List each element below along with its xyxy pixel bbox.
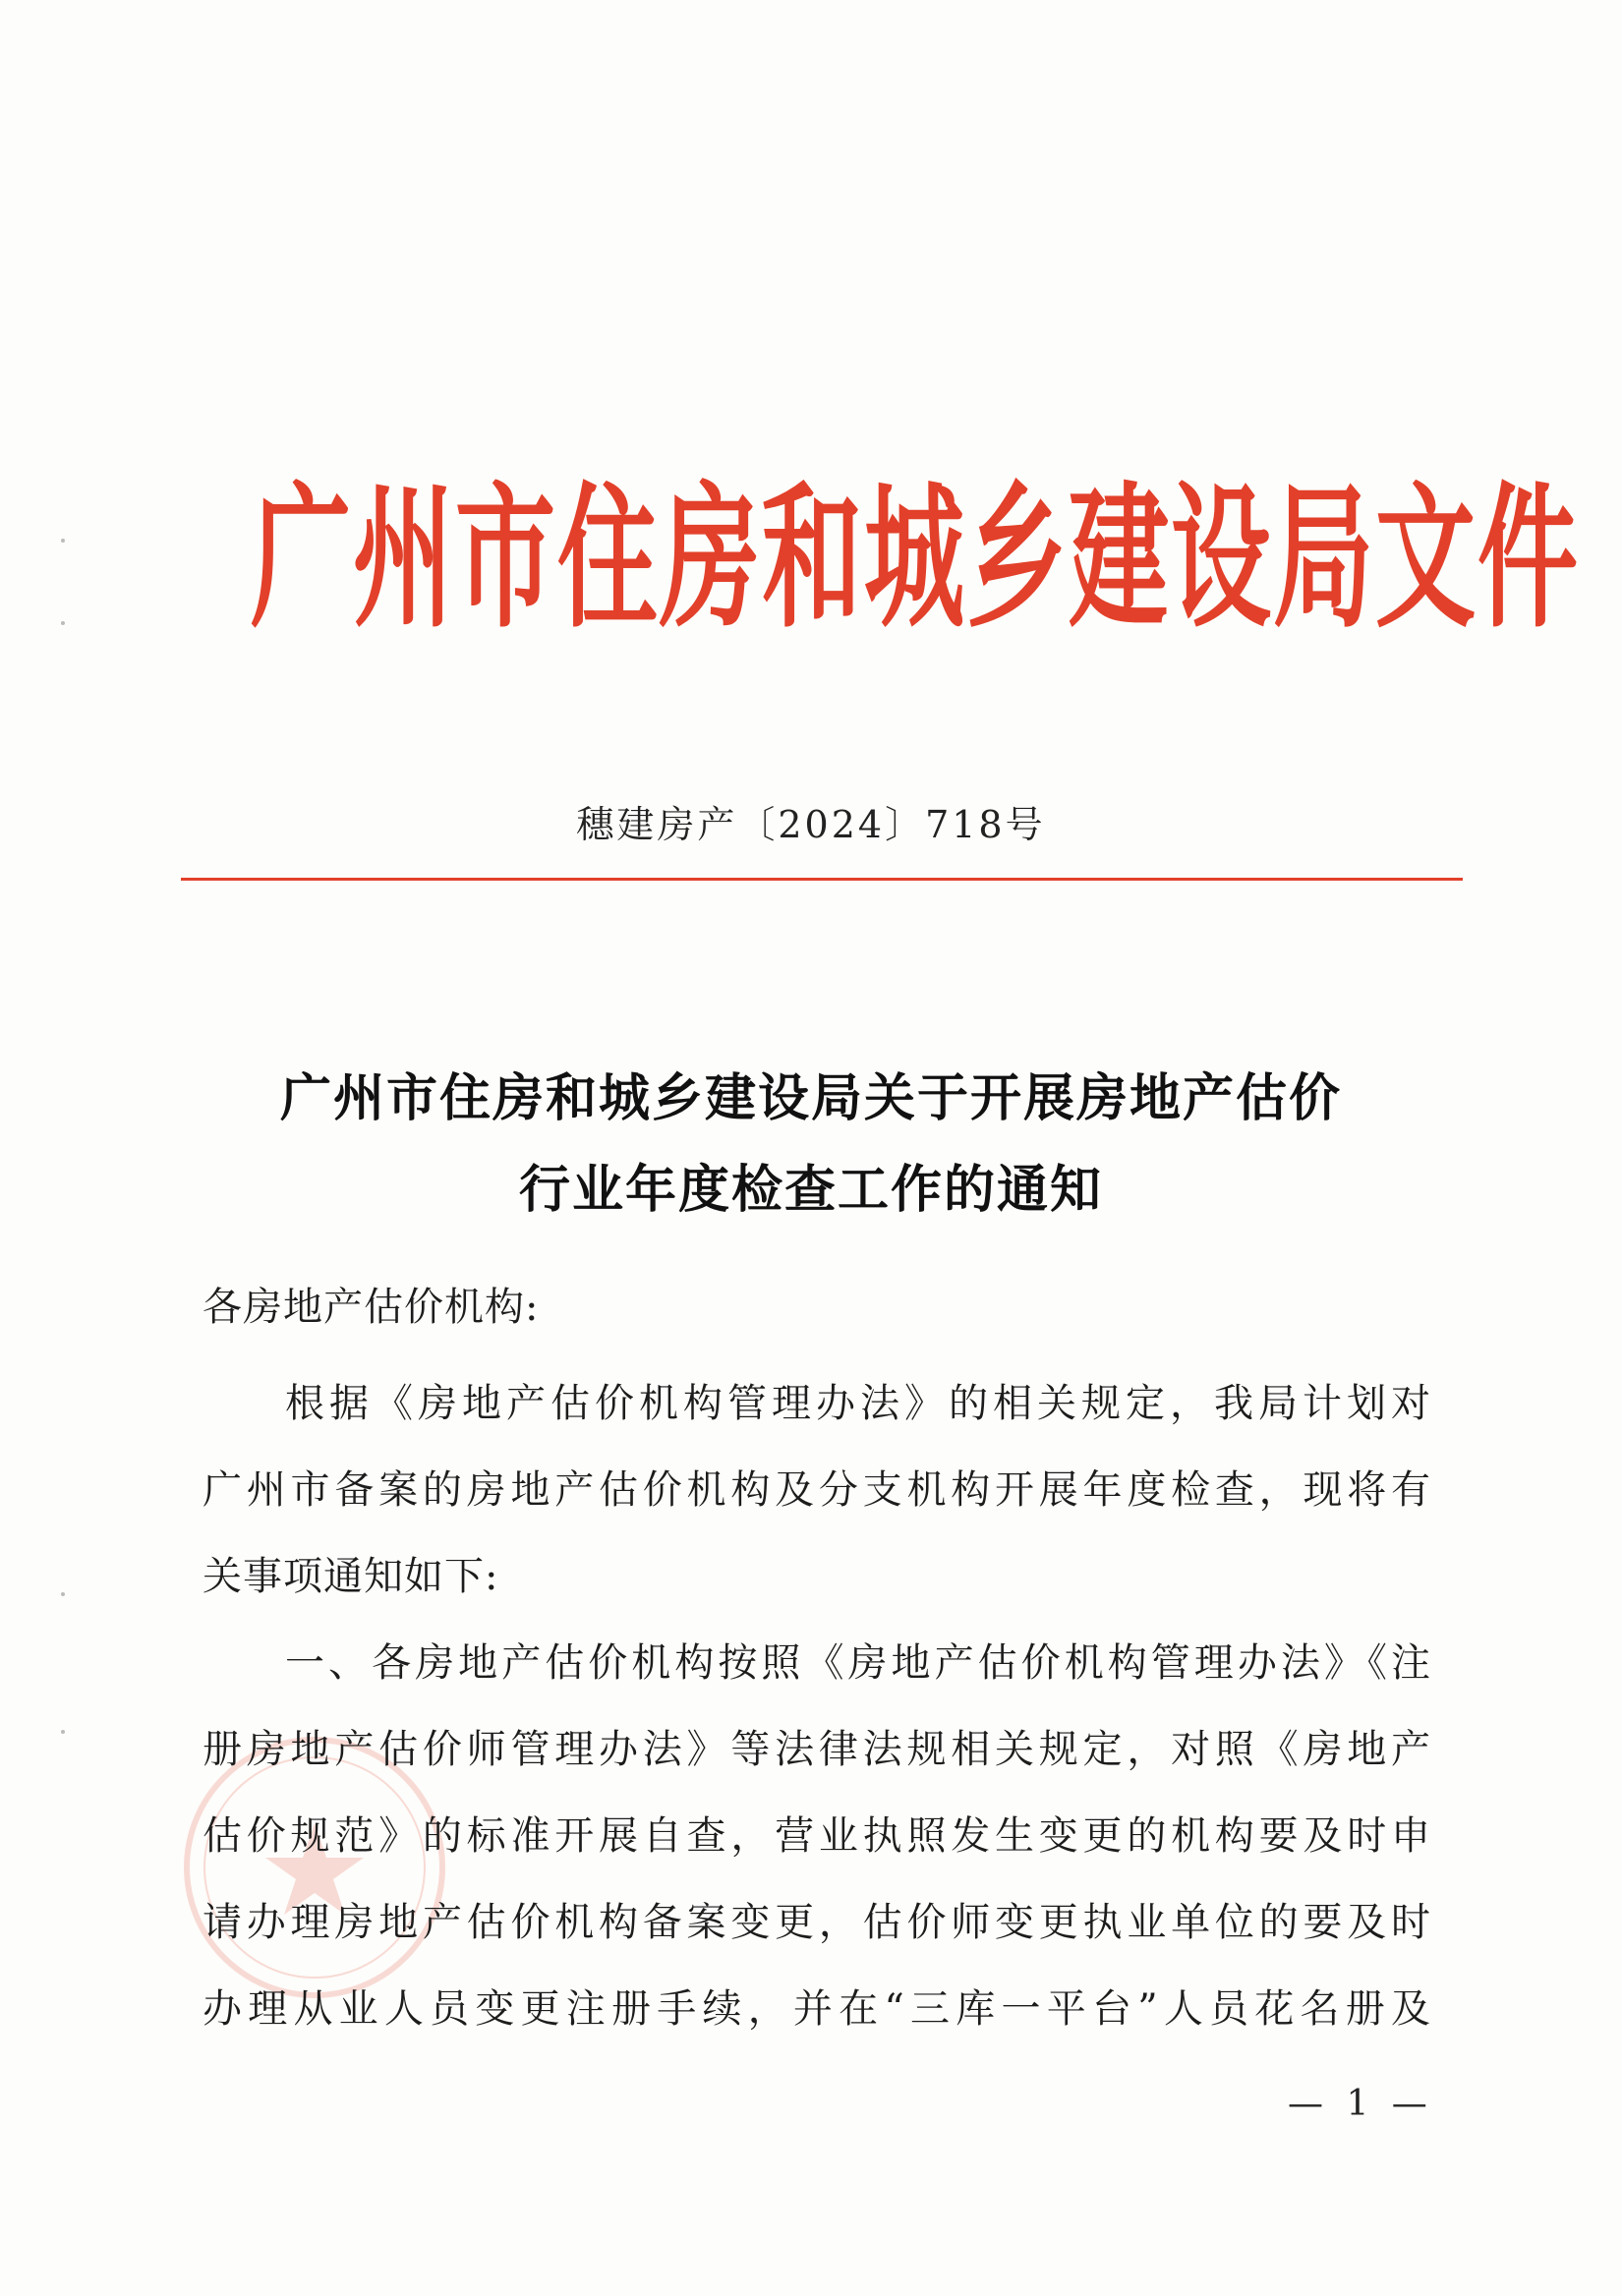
document-title-line-1: 广州市住房和城乡建设局关于开展房地产估价 [279, 1069, 1342, 1128]
scan-speck [61, 621, 65, 625]
red-divider-rule [181, 878, 1463, 881]
body-line: 关事项通知如下: [203, 1554, 499, 1599]
page-number: — 1 — [1288, 2084, 1433, 2124]
body-line: 广州市备案的房地产估价机构及分支机构开展年度检查，现将有 [203, 1467, 1431, 1513]
scan-speck [61, 1730, 65, 1734]
body-line: 一、各房地产估价机构按照《房地产估价机构管理办法》《注 [285, 1640, 1431, 1686]
body-line: 办理从业人员变更注册手续，并在“三库一平台”人员花名册及 [203, 1986, 1431, 2032]
body-line: 估价规范》的标准开展自查，营业执照发生变更的机构要及时申 [203, 1813, 1431, 1859]
document-title-line-2: 行业年度检查工作的通知 [518, 1161, 1103, 1220]
body-line: 册房地产估价师管理办法》等法律法规相关规定，对照《房地产 [203, 1727, 1431, 1772]
salutation: 各房地产估价机构: [203, 1285, 540, 1330]
issuer-red-header: 广州市住房和城乡建设局文件 [251, 469, 1580, 651]
body-line: 根据《房地产估价机构管理办法》的相关规定，我局计划对 [285, 1381, 1431, 1426]
document-number: 穗建房产〔2024〕718号 [576, 803, 1046, 846]
scan-speck [61, 1592, 65, 1596]
scan-speck [61, 539, 65, 543]
body-line: 请办理房地产估价机构备案变更，估价师变更执业单位的要及时 [203, 1900, 1431, 1945]
